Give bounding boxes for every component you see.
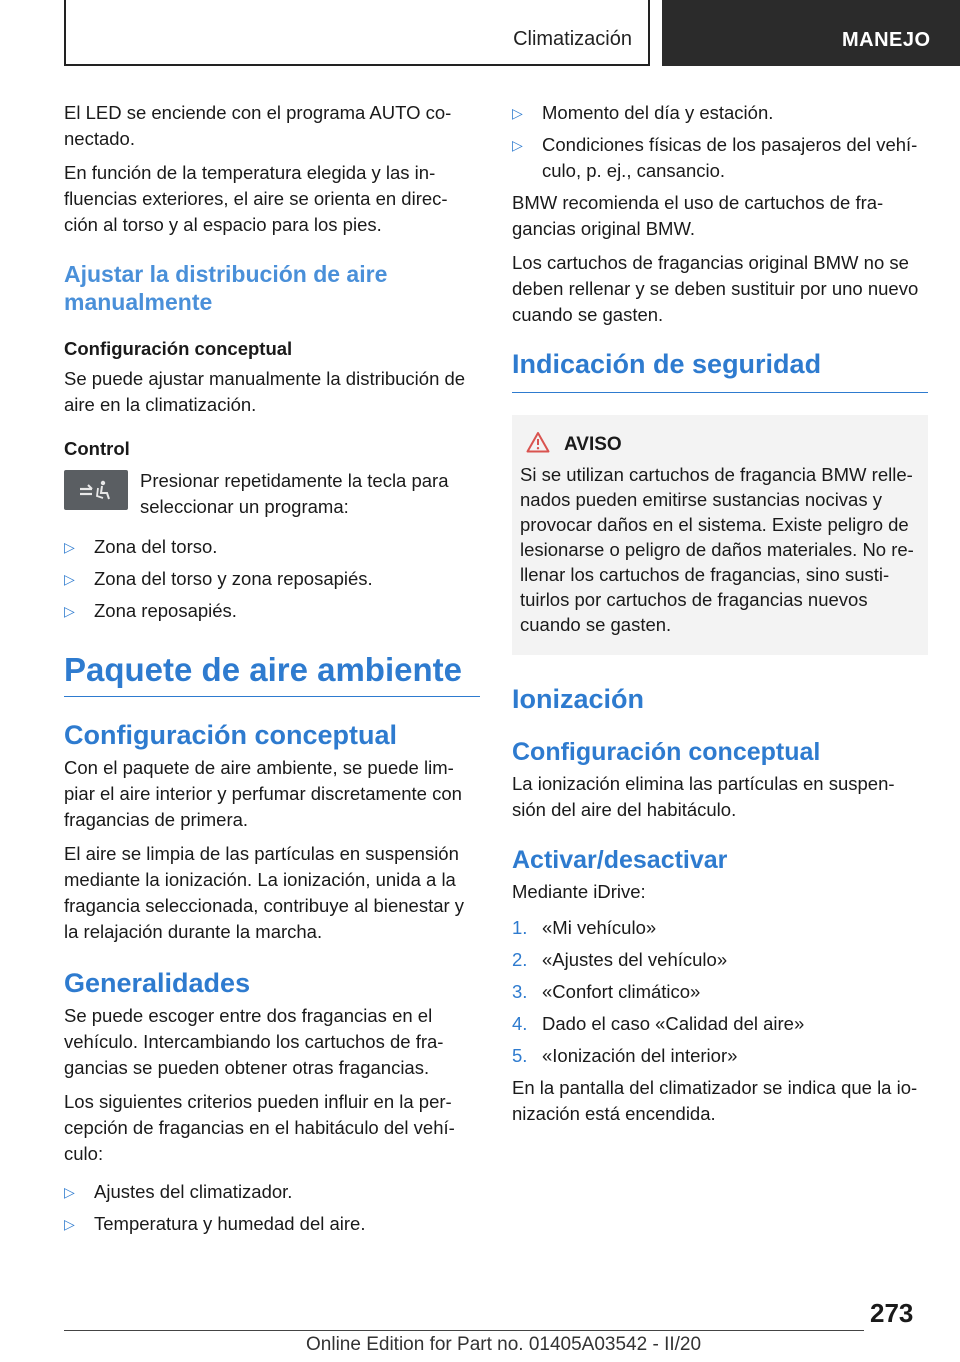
paragraph-idrive: Mediante iDrive: [512,881,646,902]
triangle-bullet-icon: ▷ [512,137,523,153]
list-item: ▷ Zona del torso y zona reposapiés. [64,566,480,592]
title-safety: Indicación de seguridad [512,348,928,393]
paragraph-ionization: La ionización elimina las partículas en suspen-sión del aire del habitáculo. [512,773,895,820]
warning-box [512,415,928,655]
list-item: 5. «Ionización del interior» [512,1045,738,1066]
triangle-bullet-icon: ▷ [64,603,75,619]
list-item: ▷ Zona del torso. [64,534,480,560]
right-column [512,100,928,1135]
control-text: Presionar repetidamente la tecla para seleccionar un programa: [140,470,449,517]
paragraph-concept: Se puede ajustar manualmente la distribución de aire en la climatización. [64,368,466,415]
triangle-bullet-icon: ▷ [64,571,75,587]
paragraph-auto-distribution: En función de la temperatura elegida y las in-fluencias exteriores, el aire se orienta en direc-ción al torso y al espacio para los pies. [64,162,448,235]
heading-manual-distribution: Ajustar la distribución de aire manualmente [64,261,388,315]
section-title: Climatización [513,28,632,50]
title-activate: Activar/desactivar [512,846,728,874]
paragraph-package-1: Con el paquete de aire ambiente, se puede lim-piar el aire interior y perfumar discretamente con fragancias de primera. [64,757,462,830]
chapter-title: MANEJO [842,29,931,51]
list-item: 3. «Confort climático» [512,981,701,1002]
list-item: 2. «Ajustes del vehículo» [512,949,728,970]
list-item: ▷ Temperatura y humedad del aire. [64,1211,480,1237]
heading-concept: Configuración conceptual [64,338,293,359]
zone-list [64,534,480,624]
heading-control: Control [64,438,130,459]
title-ion-concept: Configuración conceptual [512,738,821,766]
warning-triangle-icon [526,431,550,458]
criteria-list-left [64,1179,480,1237]
left-column [64,100,480,1243]
footer-divider [64,1330,864,1331]
title-ambient-air-package: Paquete de aire ambiente [64,650,480,697]
paragraph-general-2: Los siguientes criterios pueden influir en la per-cepción de fragancias en el habitáculo del vehí-culo: [64,1091,455,1164]
list-item: ▷ Ajustes del climatizador. [64,1179,480,1205]
paragraph-display: En la pantalla del climatizador se indica que la io-nización está encendida. [512,1077,918,1124]
warning-header [526,431,920,458]
paragraph-general-1: Se puede escoger entre dos fragancias en el vehículo. Intercambiando los cartuchos de fra-gancias se pueden obtener otras fragancias. [64,1005,444,1078]
list-item: ▷ Condiciones físicas de los pasajeros del vehí-culo, p. ej., cansancio. [512,134,918,181]
paragraph-refill: Los cartuchos de fragancias original BMW no se deben rellenar y se deben sustituir por uno nuevo cuando se gasten. [512,252,919,325]
triangle-bullet-icon: ▷ [512,105,523,121]
criteria-list-right [512,100,928,184]
paragraph-recommendation: BMW recomienda el uso de cartuchos de fra-gancias original BMW. [512,192,884,239]
header-chapter-tab [662,0,960,66]
list-item: 4. Dado el caso «Calidad del aire» [512,1013,805,1034]
warning-text: Si se utilizan cartuchos de fragancia BMW relle-nados pueden emitirse sustancias nocivas y provocar daños en el sistema. Existe peligro de lesionarse o peligro de daños materiales. No re-llenar los cartuchos de fragancias, sino susti-tuirlos por cartuchos de fragancias nuevos cuando se gasten. [520,464,914,635]
list-item: 1. «Mi vehículo» [512,917,657,938]
page-number: 273 [870,1298,914,1328]
footer-edition: Online Edition for Part no. 01405A03542 - II/20 [306,1334,702,1355]
title-concept: Configuración conceptual [64,720,398,750]
triangle-bullet-icon: ▷ [64,1216,75,1232]
control-row [64,468,480,520]
paragraph-package-2: El aire se limpia de las partículas en suspensión mediante la ionización. La ionización, unida a la fragancia seleccionada, contribuye al bienestar y la relajación durante la marcha. [64,843,465,942]
list-item: ▷ Momento del día y estación. [512,100,928,126]
triangle-bullet-icon: ▷ [64,1184,75,1200]
paragraph-led: El LED se enciende con el programa AUTO co-nectado. [64,102,452,149]
list-item: ▷ Zona reposapiés. [64,598,480,624]
title-ionization: Ionización [512,684,645,714]
air-distribution-key-icon [64,470,128,510]
triangle-bullet-icon: ▷ [64,539,75,555]
title-general: Generalidades [64,968,251,998]
steps-list [512,915,928,1069]
header-section-tab [64,0,650,66]
warning-title: AVISO [564,433,622,455]
